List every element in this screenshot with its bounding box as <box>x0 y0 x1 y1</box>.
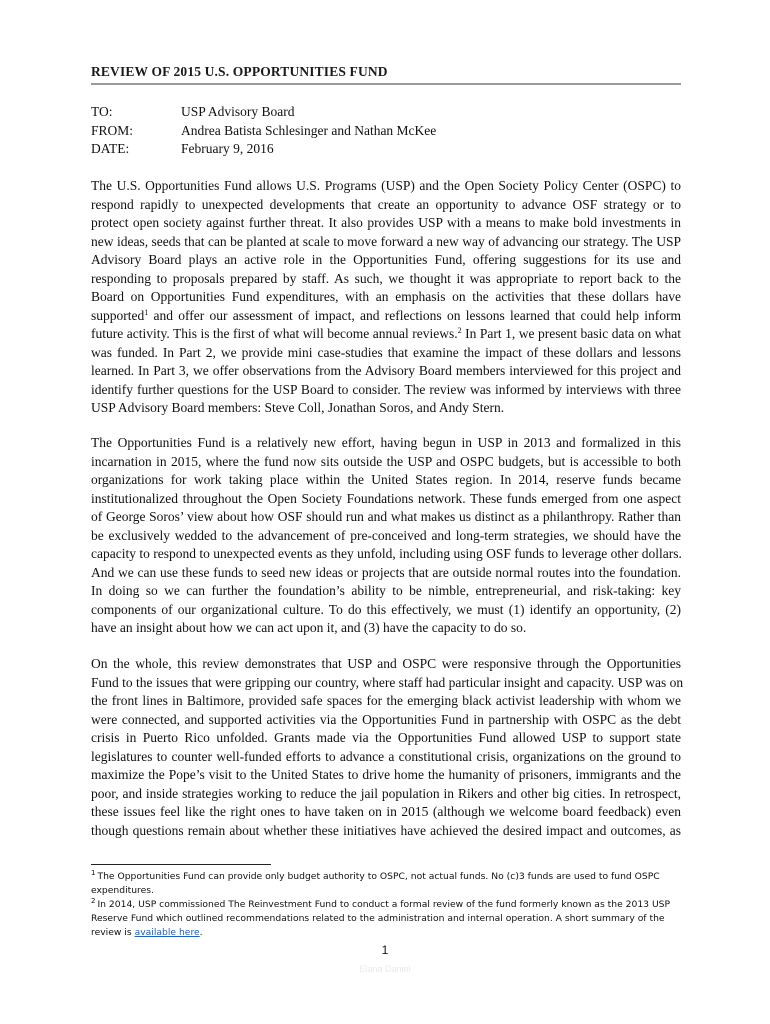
memo-from-row <box>91 122 681 141</box>
memo-date-row <box>91 140 681 159</box>
footnote-ref-1: 1 <box>144 307 149 317</box>
paragraph-line: new ideas, seeds that can be planted at scale to move forward a new way of advancing our strategy. The USP <box>91 233 681 249</box>
paragraph-1 <box>91 177 681 418</box>
paragraph-line: though questions remain about whether these initiatives have achieved the desired impact and outcomes, as <box>91 822 681 838</box>
paragraph-line: maximize the Pope’s visit to the United States to drive home the humanity of prisoners, immigrants and the <box>91 767 681 782</box>
paragraph-line: capacity to respond to unexpected events as they unfold, including using OSF funds to leverage other dollars. <box>91 546 682 561</box>
watermark: Elana Daniel <box>359 964 411 974</box>
supported-word: supported <box>91 307 145 323</box>
paragraph-line: crisis in Puerto Rico unfolded. Grants made via the Opportunities Fund allowed USP to support state <box>91 730 681 745</box>
footnote-2-suffix: . <box>199 927 203 938</box>
paragraph-line: Fund to the issues that were gripping our country, where staff had particular insight and capacity. USP was on <box>91 674 684 690</box>
footnote-ref-2: 2 <box>457 326 462 335</box>
available-here-link[interactable]: available here <box>134 927 200 938</box>
memo-to-value: USP Advisory Board <box>181 104 295 119</box>
paragraph-line: organizations for work taking place within the United States region. In 2014, reserve funds became <box>91 472 681 487</box>
paragraph-line-text: and offer our assessment of impact, and reflections on lessons learned that could help inform <box>153 307 682 323</box>
paragraph-line: were connected, and supported activities via the Opportunities Fund in partnership with OSPC as the debt <box>91 711 681 727</box>
document-title: REVIEW OF 2015 U.S. OPPORTUNITIES FUND <box>91 64 388 79</box>
paragraph-line: these issues feel like the right ones to have taken on in 2015 (although we welcome board feedback) even <box>91 804 681 819</box>
paragraph-2 <box>91 434 681 638</box>
paragraph-line: the front lines in Baltimore, provided safe spaces for the emerging black activist leadership with whom we <box>91 693 681 708</box>
footnotes <box>91 870 691 940</box>
paragraph-line: was funded. In Part 2, we provide mini case-studies that examine the impact of these dollars and lessons <box>91 344 681 360</box>
paragraph-line: Board on Opportunities Fund expenditures, with an emphasis on the activities that these dollars have <box>91 289 681 304</box>
paragraph-line: And we can use these funds to seed new ideas or projects that are outside normal routes into the foundation. <box>91 564 681 580</box>
paragraph-line: respond rapidly to unexpected developments that create an opportunity to advance OSF strategy or to <box>91 196 681 212</box>
footnote-2-text: In 2014, USP commissioned The Reinvestment Fund to conduct a formal review of the fund formerly known as the 2013 USP <box>97 899 671 910</box>
paragraph-line: In doing so we can further the foundation’s ability to be nimble, entrepreneurial, and risk-taking: key <box>91 583 681 598</box>
paragraph-line: institutionalized throughout the Open Society Foundations network. These funds emerged from one aspect <box>91 490 681 506</box>
paragraph-line-text: In Part 1, we present basic data on what <box>461 326 682 341</box>
footnote-1-number: 1 <box>91 869 96 877</box>
footnote-2-number: 2 <box>91 897 96 905</box>
paragraph-line-text: future activity. This is the first of what will become annual reviews. <box>91 326 458 341</box>
footnote-2-continuation: Reserve Fund which outlined recommendations related to the administration and internal operation. A short summary of the <box>91 913 665 924</box>
paragraph-line: incarnation in 2015, where the fund now sits outside the USP and OSPC budgets, but is accessible to both <box>91 453 681 469</box>
footnote-1-continuation: expenditures. <box>91 885 154 896</box>
paragraph-line: be exclusively wedded to the advancement of pre-conceived and long-term strategies, we should have the <box>91 527 681 543</box>
paragraph-line: learned. In Part 3, we offer observations from the Advisory Board members interviewed for this project and <box>91 363 681 378</box>
title-underline <box>91 83 681 85</box>
memo-date-value: February 9, 2016 <box>181 141 274 156</box>
footnote-2-last-line <box>91 926 691 940</box>
paragraph-line: poor, and inside strategies working to reduce the jail population in Rikers and other big cities. In retrospect, <box>91 785 681 801</box>
paragraph-line: responding to proposals prepared by staff. As such, we thought it was appropriate to report back to the <box>91 270 681 286</box>
paragraph-line: On the whole, this review demonstrates that USP and OSPC were responsive through the Opportunities <box>91 656 681 671</box>
paragraph-line: have an insight about how we can act upon it, and (3) have the capacity to do so. <box>91 620 527 635</box>
paragraph-line: protect open society against further threat. It also provides USP with a means to make bold investments in <box>91 215 681 230</box>
footnote-2-prefix: review is <box>91 927 135 938</box>
memo-date-label: DATE: <box>91 141 130 156</box>
paragraph-line: legislatures to counter well-funded efforts to advance a constitutional crisis, organizations on the ground to <box>91 748 681 764</box>
memo-from-value: Andrea Batista Schlesinger and Nathan McKee <box>181 122 437 138</box>
memo-to-row <box>91 103 681 122</box>
footnote-separator <box>91 864 271 865</box>
paragraph-line <box>91 325 681 344</box>
memo-to-label: TO: <box>91 104 113 119</box>
paragraph-line: components of our organizational culture. To do this effectively, we must (1) identify an opportunity, (2) <box>91 601 681 617</box>
paragraph-line: The Opportunities Fund is a relatively new effort, having begun in USP in 2013 and formalized in this <box>91 435 681 450</box>
paragraph-line: USP Advisory Board members: Steve Coll, Jonathan Soros, and Andy Stern. <box>91 400 505 415</box>
footnote-1-text: The Opportunities Fund can provide only budget authority to OSPC, not actual funds. No (c)3 funds are used to fund OSPC <box>97 871 660 882</box>
paragraph-line: The U.S. Opportunities Fund allows U.S. Programs (USP) and the Open Society Policy Center (OSPC) to <box>91 178 681 193</box>
footnote-2 <box>91 898 691 912</box>
paragraph-line <box>91 307 681 326</box>
memo-header <box>91 103 681 159</box>
paragraph-line: Advisory Board plays an active role in the Opportunities Fund, offering suggestions for its use and <box>91 252 681 267</box>
memo-from-label: FROM: <box>91 122 134 138</box>
paragraph-line: of George Soros’ view about how OSF should run and what makes us distinct as a philanthropy. Rather than <box>91 509 681 524</box>
paragraph-line: identify further questions for the USP Board to consider. The review was informed by interviews with three <box>91 381 681 397</box>
page-number: 1 <box>381 943 389 957</box>
footnote-1 <box>91 870 691 884</box>
paragraph-3 <box>91 655 684 840</box>
